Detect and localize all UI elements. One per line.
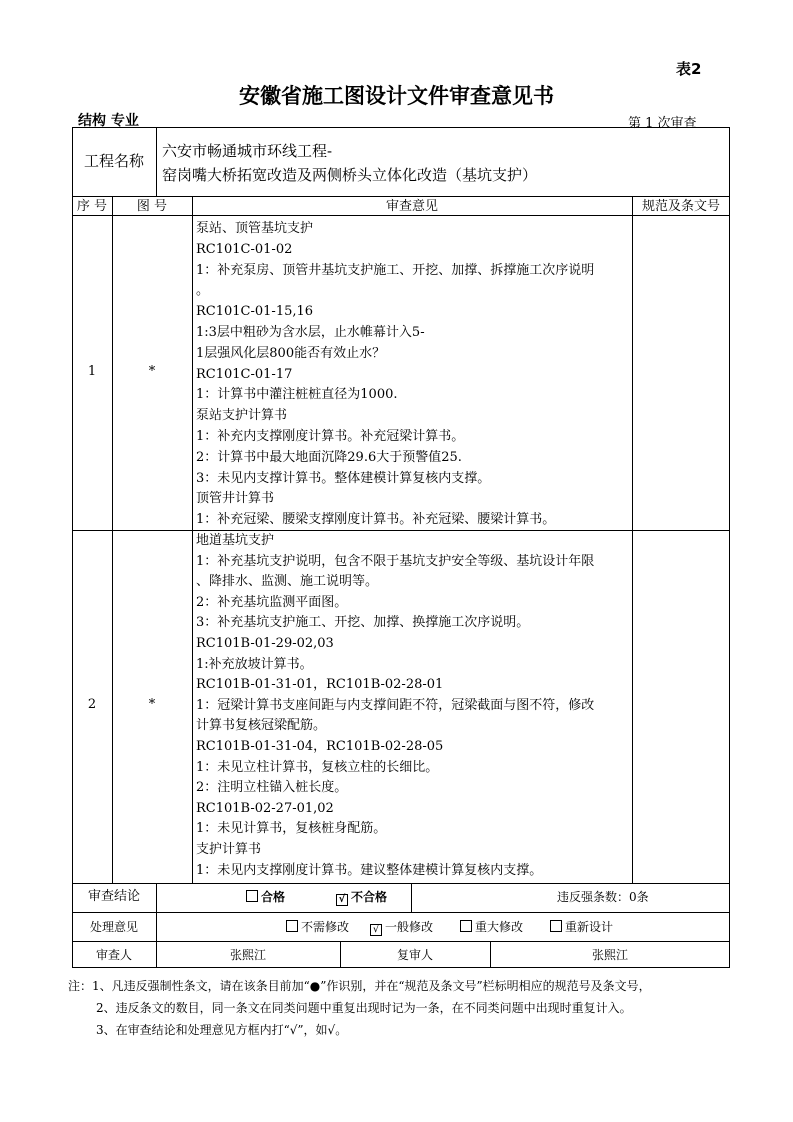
checked-checkbox-icon[interactable]: √ bbox=[336, 894, 348, 906]
row-seq: 1 bbox=[87, 364, 97, 379]
header-seq: 序 号 bbox=[76, 199, 108, 214]
opinion-line: RC101C-01-15,16 bbox=[196, 304, 314, 320]
specialty-label: 结构 专业 bbox=[78, 113, 139, 129]
header-drawing: 图 号 bbox=[136, 199, 168, 214]
checkbox-icon[interactable] bbox=[286, 920, 298, 932]
review-round: 第 1 次审查 bbox=[628, 116, 697, 131]
opinion-line: 1层强风化层800能否有效止水？ bbox=[196, 345, 386, 361]
option-label: 重大修改 bbox=[475, 920, 524, 934]
row-divider bbox=[72, 883, 730, 884]
opinion-line: RC101B-01-31-01，RC101B-02-28-01 bbox=[196, 677, 444, 693]
header-code: 规范及条文号 bbox=[641, 199, 720, 214]
opinion-line: 、降排水、监测、施工说明等。 bbox=[196, 574, 379, 590]
checkbox-icon[interactable] bbox=[550, 920, 562, 932]
notes bbox=[68, 975, 651, 1041]
reviewer-label: 审查人 bbox=[95, 948, 132, 962]
opinion-line: 地道基坑支护 bbox=[196, 533, 275, 548]
handling-option-none[interactable] bbox=[286, 917, 349, 937]
qualified-option[interactable] bbox=[246, 887, 285, 907]
row-divider bbox=[72, 912, 730, 913]
opinion-line: 2：补充基坑监测平面图。 bbox=[196, 594, 348, 610]
reviewer-name: 张熙江 bbox=[229, 948, 266, 962]
project-name-line: 窑岗嘴大桥拓宽改造及两侧桥头立体化改造（基坑支护） bbox=[162, 166, 538, 184]
opinion-line: 1：冠梁计算书支座间距与内支撑间距不符，冠梁截面与图不符，修改 bbox=[196, 697, 595, 713]
column-divider bbox=[156, 127, 157, 196]
opinion-line: RC101B-01-31-04，RC101B-02-28-05 bbox=[196, 738, 444, 754]
opinion-line: 1：补充基坑支护说明，包含不限于基坑支护安全等级、基坑设计年限 bbox=[196, 553, 595, 569]
opinion-line: 2：计算书中最大地面沉降29.6大于预警值25. bbox=[196, 449, 462, 465]
column-divider bbox=[192, 196, 193, 883]
header-opinion: 审查意见 bbox=[385, 199, 438, 214]
document-title: 安徽省施工图设计文件审查意见书 bbox=[239, 84, 554, 108]
row-drawing: * bbox=[148, 697, 156, 712]
option-label: 一般修改 bbox=[385, 920, 434, 934]
row-opinion bbox=[196, 531, 594, 881]
table-number: 表2 bbox=[676, 60, 702, 78]
project-name-line: 六安市畅通城市环线工程- bbox=[162, 142, 333, 160]
row-drawing: * bbox=[148, 364, 156, 379]
opinion-line: 计算书复核冠梁配筋。 bbox=[196, 718, 327, 734]
row-seq: 2 bbox=[87, 697, 97, 712]
handling-option-major[interactable] bbox=[460, 917, 523, 937]
opinion-line: 。 bbox=[196, 283, 210, 299]
opinion-line: 3：补充基坑支护施工、开挖、加撑、换撑施工次序说明。 bbox=[196, 615, 530, 631]
handling-option-general[interactable] bbox=[370, 917, 433, 937]
checked-checkbox-icon[interactable]: √ bbox=[370, 924, 382, 936]
opinion-line: 顶管井计算书 bbox=[196, 491, 275, 507]
opinion-line: 1：计算书中灌注桩桩直径为1000. bbox=[196, 387, 398, 403]
opinion-line: RC101B-01-29-02,03 bbox=[196, 635, 334, 651]
checkbox-icon[interactable] bbox=[246, 890, 258, 902]
row-opinion bbox=[196, 219, 594, 531]
opinion-line: 泵站、顶管基坑支护 bbox=[196, 221, 314, 236]
column-divider bbox=[411, 883, 412, 912]
checkbox-icon[interactable] bbox=[460, 920, 472, 932]
opinion-line: 支护计算书 bbox=[196, 841, 262, 857]
opinion-line: 1:3层中粗砂为含水层，止水帷幕计入5- bbox=[196, 324, 425, 340]
opinion-line: 1：未见内支撑刚度计算书。建议整体建模计算复核内支撑。 bbox=[196, 862, 543, 878]
option-label: 重新设计 bbox=[565, 920, 614, 934]
column-divider bbox=[632, 196, 633, 883]
handling-option-redesign[interactable] bbox=[550, 917, 613, 937]
unqualified-option[interactable] bbox=[336, 887, 387, 907]
qualified-label: 合格 bbox=[261, 890, 286, 904]
opinion-line: RC101C-01-17 bbox=[196, 366, 293, 382]
column-divider bbox=[112, 196, 113, 883]
handling-label: 处理意见 bbox=[89, 920, 138, 934]
note-line: 3、在审查结论和处理意见方框内打“√”，如√。 bbox=[96, 1023, 348, 1037]
rechecker-label: 复审人 bbox=[396, 948, 433, 962]
opinion-line: 泵站支护计算书 bbox=[196, 408, 288, 424]
violation-count: 违反强条数：0条 bbox=[557, 890, 649, 904]
option-label: 不需修改 bbox=[301, 920, 350, 934]
opinion-line: 1:补充放坡计算书。 bbox=[196, 656, 313, 672]
conclusion-label: 审查结论 bbox=[87, 889, 140, 904]
note-line: 注：1、凡违反强制性条文，请在该条目前加“●”作识别，并在“规范及条文号”栏标明相应的规范号及条文号， bbox=[68, 979, 651, 993]
project-label: 工程名称 bbox=[83, 152, 144, 170]
opinion-line: 2：注明立柱锚入桩长度。 bbox=[196, 780, 348, 796]
opinion-line: 3：未见内支撑计算书。整体建模计算复核内支撑。 bbox=[196, 470, 491, 486]
opinion-line: RC101C-01-02 bbox=[196, 241, 293, 257]
opinion-line: 1：补充泵房、顶管井基坑支护施工、开挖、加撑、拆撑施工次序说明 bbox=[196, 262, 595, 278]
opinion-line: 1：补充冠梁、腰梁支撑刚度计算书。补充冠梁、腰梁计算书。 bbox=[196, 512, 556, 528]
opinion-line: 1：未见立柱计算书，复核立柱的长细比。 bbox=[196, 759, 439, 775]
unqualified-label: 不合格 bbox=[351, 890, 388, 904]
opinion-line: RC101B-02-27-01,02 bbox=[196, 800, 334, 816]
opinion-line: 1：补充内支撑刚度计算书。补充冠梁计算书。 bbox=[196, 428, 465, 444]
opinion-line: 1：未见计算书，复核桩身配筋。 bbox=[196, 821, 387, 837]
row-divider bbox=[72, 941, 730, 942]
rechecker-name: 张熙江 bbox=[591, 948, 628, 962]
note-line: 2、违反条文的数目，同一条文在同类问题中重复出现时记为一条，在不同类问题中出现时重复计入。 bbox=[96, 1001, 632, 1015]
project-name bbox=[162, 139, 537, 187]
